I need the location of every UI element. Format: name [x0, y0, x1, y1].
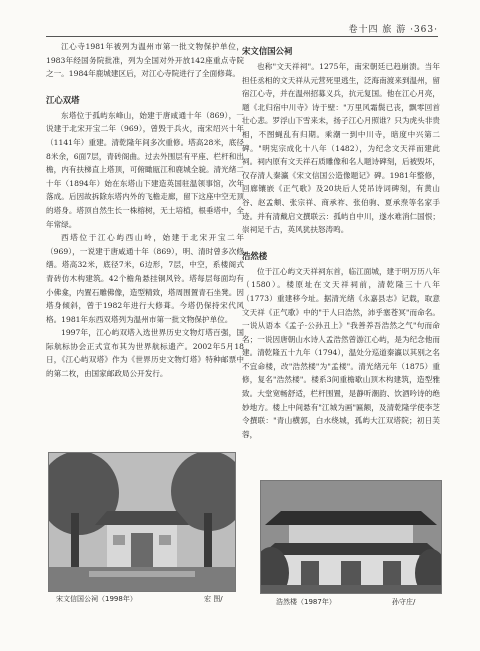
haoran-tower-photo-illustration — [261, 481, 441, 593]
haoran-tower-photo-credit: 孙守庄/ — [392, 598, 416, 606]
shrine-paragraph: 也称"文天祥祠"。1275年，南宋朝廷已趋崩溃。当年担任丞相的文天祥从元营死里逃生，泛海南渡来到温州，留宿江心寺，并在温州招募义兵，抗元复国。他在江心月亮，题《北归宿中川寺》诗于壁："万里风霜鬓已丧，飘零回首壮心悲。罗浮山下雪来未，扬子江心月照谁？只为虎头非贵相，不图蝇乱有归期。乘潮一到中川寺，暗度中兴第二碑。"明宪宗成化十八年（1482），为纪念文天祥而建此祠。祠内原有文天祥石质雕像和名人题诗碑刻，后被毁坏，仅存清人秦瀛《宋文信国公造像题记》碑。1981年整修，回廊镶嵌《正气歌》及20块后人凭吊诗词碑刻，有黄山谷、赵孟頫、张宗祥、商承祚、张伯驹、夏承焘等名家手迹。并有清戴启文撰联云：孤屿自中川，遂水难消仁国恨；崇祠足千古，英风犹扶怒涛鸣。 — [242, 62, 440, 235]
shrine-photo-credit: 宏 图/ — [204, 595, 223, 603]
haoran-tower-photo — [260, 480, 442, 594]
shrine-photo — [48, 452, 236, 592]
section-heading-haoran-tower: 浩然楼 — [242, 250, 268, 261]
shrine-photo-illustration — [49, 453, 235, 591]
section-heading-twin-pagodas: 江心双塔 — [46, 94, 80, 105]
section-heading-wen-tianxiang-shrine: 宋文信国公祠 — [242, 46, 293, 56]
west-pagoda-paragraph: 西塔位于江心屿西山岭，始建于北宋开宝二年（969），一说建于唐咸通十年（869），明、清时曾多次修缮。塔高32米，底径7米，6边形，7层，中空，系楼阁式青砖仿木构建筑。42个檐角悬挂铜风铃。塔每层每面均有小佛龛，内置石雕佛像，造型精致，塔周围置青石坐凳。因塔身倾斜，曾于1982年进行大修葺。今塔仍保持宋代风格。1981年东西双塔列为温州市第一批文物保护单位。 — [46, 233, 244, 324]
right-column — [242, 40, 440, 441]
page-header: 卷十四 旅 游 ·363· — [348, 25, 438, 35]
intro-paragraph: 江心寺1981年被列为温州市第一批文物保护单位，1983年经国务院批准，列为全国对外开放142座重点寺院之一。1984年鹿城建区后，对江心寺院进行了全面修葺。 — [46, 42, 244, 79]
shrine-photo-caption: 宋文信国公祠（1998年） — [56, 595, 137, 603]
lighthouse-paragraph: 1997年，江心屿双塔入选世界历史文物灯塔百强，国际航标协会正式宣布其为世界航标遗产。2002年5月18日，《江心屿双塔》作为《世界历史文物灯塔》特种邮票中的第二枚，由国家邮政局公开发行。 — [46, 328, 244, 379]
haoran-tower-photo-caption: 浩然楼（1987年） — [276, 598, 336, 606]
left-column — [46, 40, 244, 381]
east-pagoda-paragraph: 东塔位于孤屿东峰山，始建于唐咸通十年（869），一说建于北宋开宝二年（969），曾毁于兵火，南宋绍兴十年（1141年）重建。清乾隆年间多次重修。塔高28米，底径8米余，6面7层，青砖阁曲。过去外围层有平座、栏杆和出檐，内有扶梯直上塔顶，可俯瞰瓯江和鹿城全貌。清光绪二十年（1894年）始在东塔山下建造英国驻温领事馆，次年落成。后因故拆除东塔内外的飞檐走廊，留下这座中空无顶的塔身。塔顶自然生长一株榕树，无土培植，根垂塔中，全年常绿。 — [46, 110, 244, 229]
haoran-tower-paragraph: 位于江心屿文天祥祠东首，临江面城，建于明万历八年（1580）。楼原址在文天祥祠前，清乾隆三十八年（1773）重建移今址。据清光绪《永嘉县志》记载，取意文天祥《正气歌》中的"于人曰浩然，沛乎塞苍冥"而命名。一说从语本《孟子·公孙丑上》"我善养吾浩然之气"句而命名；一说因唐朝山水诗人孟浩然曾游江心屿，是为纪念他而建。清乾隆五十九年（1794），温处分巡道秦瀛以其别之名不宜命楼，改"浩然楼"为"孟楼"。清光绪元年（1875）重修，复名"浩然楼"。楼系3间重檐歇山顶木构建筑，造型雅致。大堂宽畅舒适，栏杆围置，是静听潮韵、饮酒吟诗的绝妙地方。楼上中间悬有"江城为画"匾额，及清乾隆学使李芝令撰联："青山横郭，白水绕城，孤屿大江双塔院；初日芙蓉， — [242, 266, 440, 439]
header-rule — [46, 36, 438, 37]
